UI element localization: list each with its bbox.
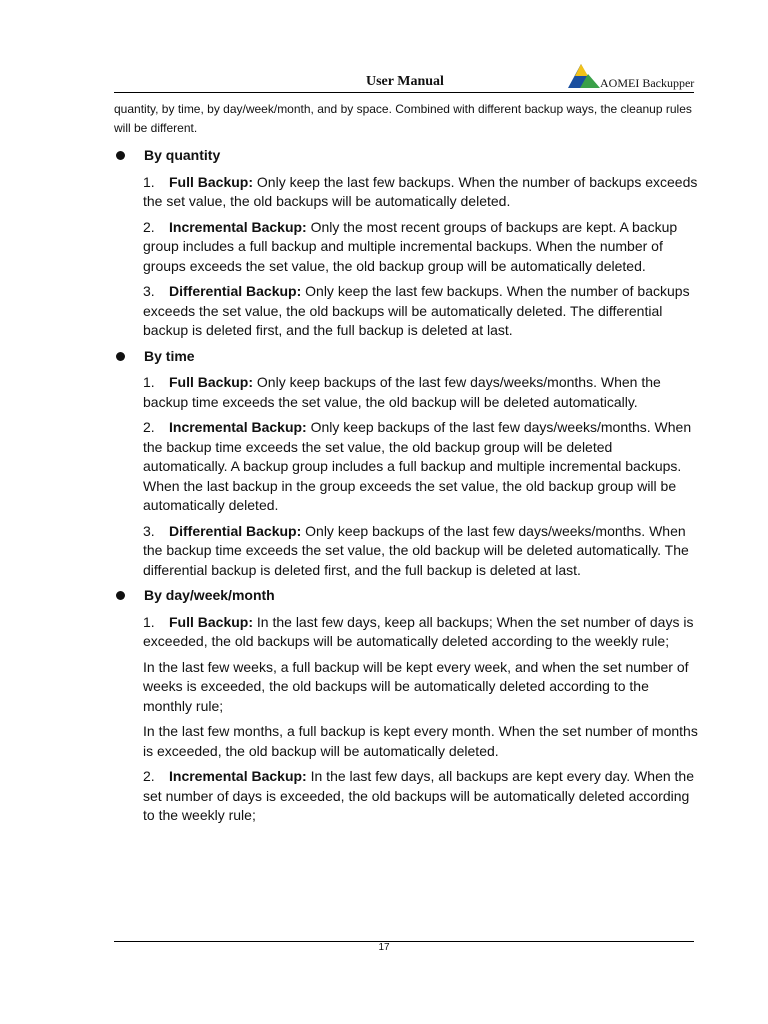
list-item xyxy=(143,418,699,516)
intro-paragraph: quantity, by time, by day/week/month, and by space. Combined with different backup ways, the cleanup rules will be different. xyxy=(114,102,692,135)
list-item xyxy=(143,282,699,341)
section-heading xyxy=(114,586,699,606)
aomei-logo-icon xyxy=(566,62,602,90)
section xyxy=(114,146,699,341)
list-item xyxy=(143,767,699,826)
item-text: In the last few months, a full backup is kept every month. When the set number of months is exceeded, the old backup will be automatically deleted. xyxy=(143,723,698,759)
item-text: Only keep backups of the last few days/weeks/months. When the backup time exceeds the set value, the old backup will be deleted automatically. xyxy=(143,374,661,410)
item-number: 2. xyxy=(143,419,155,435)
list-item xyxy=(143,373,699,412)
list-item xyxy=(143,658,699,717)
item-term: Incremental Backup: xyxy=(169,419,307,435)
section xyxy=(114,347,699,581)
document-body xyxy=(114,100,699,832)
section-heading-text: By day/week/month xyxy=(144,587,275,603)
header-title: User Manual xyxy=(366,74,444,89)
section-heading-text: By quantity xyxy=(144,147,221,163)
item-text: In the last few days, keep all backups; When the set number of days is exceeded, the old backups will be automatically deleted according to the weekly rule; xyxy=(143,613,694,649)
bullet-icon xyxy=(116,352,125,361)
item-number: 2. xyxy=(143,218,155,235)
item-text: Only keep backups of the last few days/weeks/months. When the backup time exceeds the set value, the old backup group will be deleted automatically. A backup group includes a full backup and multiple incremental backups. When the last backup in the group exceeds the set value, the old backup group will be automatically deleted. xyxy=(143,419,692,513)
section-heading xyxy=(114,347,699,367)
bullet-icon xyxy=(116,591,125,600)
item-term: Full Backup: xyxy=(169,613,254,630)
item-number: 3. xyxy=(143,283,155,299)
page-number: 17 xyxy=(378,942,390,953)
item-term: Full Backup: xyxy=(169,374,254,390)
list-item xyxy=(143,218,699,277)
list-item xyxy=(143,173,699,212)
item-number: 1. xyxy=(143,374,155,390)
item-term: Incremental Backup: xyxy=(169,218,307,235)
bullet-icon xyxy=(116,151,125,160)
item-term: Differential Backup: xyxy=(169,522,302,539)
item-number: 3. xyxy=(143,522,155,539)
section-heading xyxy=(114,146,699,166)
logo-text: AOMEI Backupper xyxy=(600,76,695,90)
item-number: 1. xyxy=(143,613,155,630)
item-term: Differential Backup: xyxy=(169,283,302,299)
section-heading-text: By time xyxy=(144,347,195,364)
item-text: In the last few days, all backups are kept every day. When the set number of days is exceeded, the old backups will be automatically deleted according to the weekly rule; xyxy=(143,768,694,823)
list-item xyxy=(143,522,699,581)
page-header xyxy=(114,62,694,93)
item-text: Only keep the last few backups. When the number of backups exceeds the set value, the old backups will be automatically deleted. xyxy=(143,173,698,209)
list-item xyxy=(143,613,699,652)
item-number: 2. xyxy=(143,768,155,784)
item-text: In the last few weeks, a full backup will be kept every week, and when the set number of weeks is exceeded, the old backups will be automatically deleted according to the monthly rule; xyxy=(143,658,689,714)
item-term: Full Backup: xyxy=(169,173,254,190)
item-text: Only keep the last few backups. When the number of backups exceeds the set value, the old backups will be automatically deleted. The differential backup is deleted first, and the full backup is deleted at last. xyxy=(143,283,690,338)
list-item xyxy=(143,722,699,761)
item-number: 1. xyxy=(143,173,155,190)
item-text: Only keep backups of the last few days/weeks/months. When the backup time exceeds the set value, the old backup will be deleted automatically. The differential backup is deleted first, and the full backup is deleted at last. xyxy=(143,522,689,578)
section xyxy=(114,586,699,826)
sections xyxy=(114,146,699,826)
item-text: Only the most recent groups of backups are kept. A backup group includes a full backup and multiple incremental backups. When the number of groups exceeds the set value, the old backup group will be automatically deleted. xyxy=(143,218,678,274)
item-term: Incremental Backup: xyxy=(169,768,307,784)
